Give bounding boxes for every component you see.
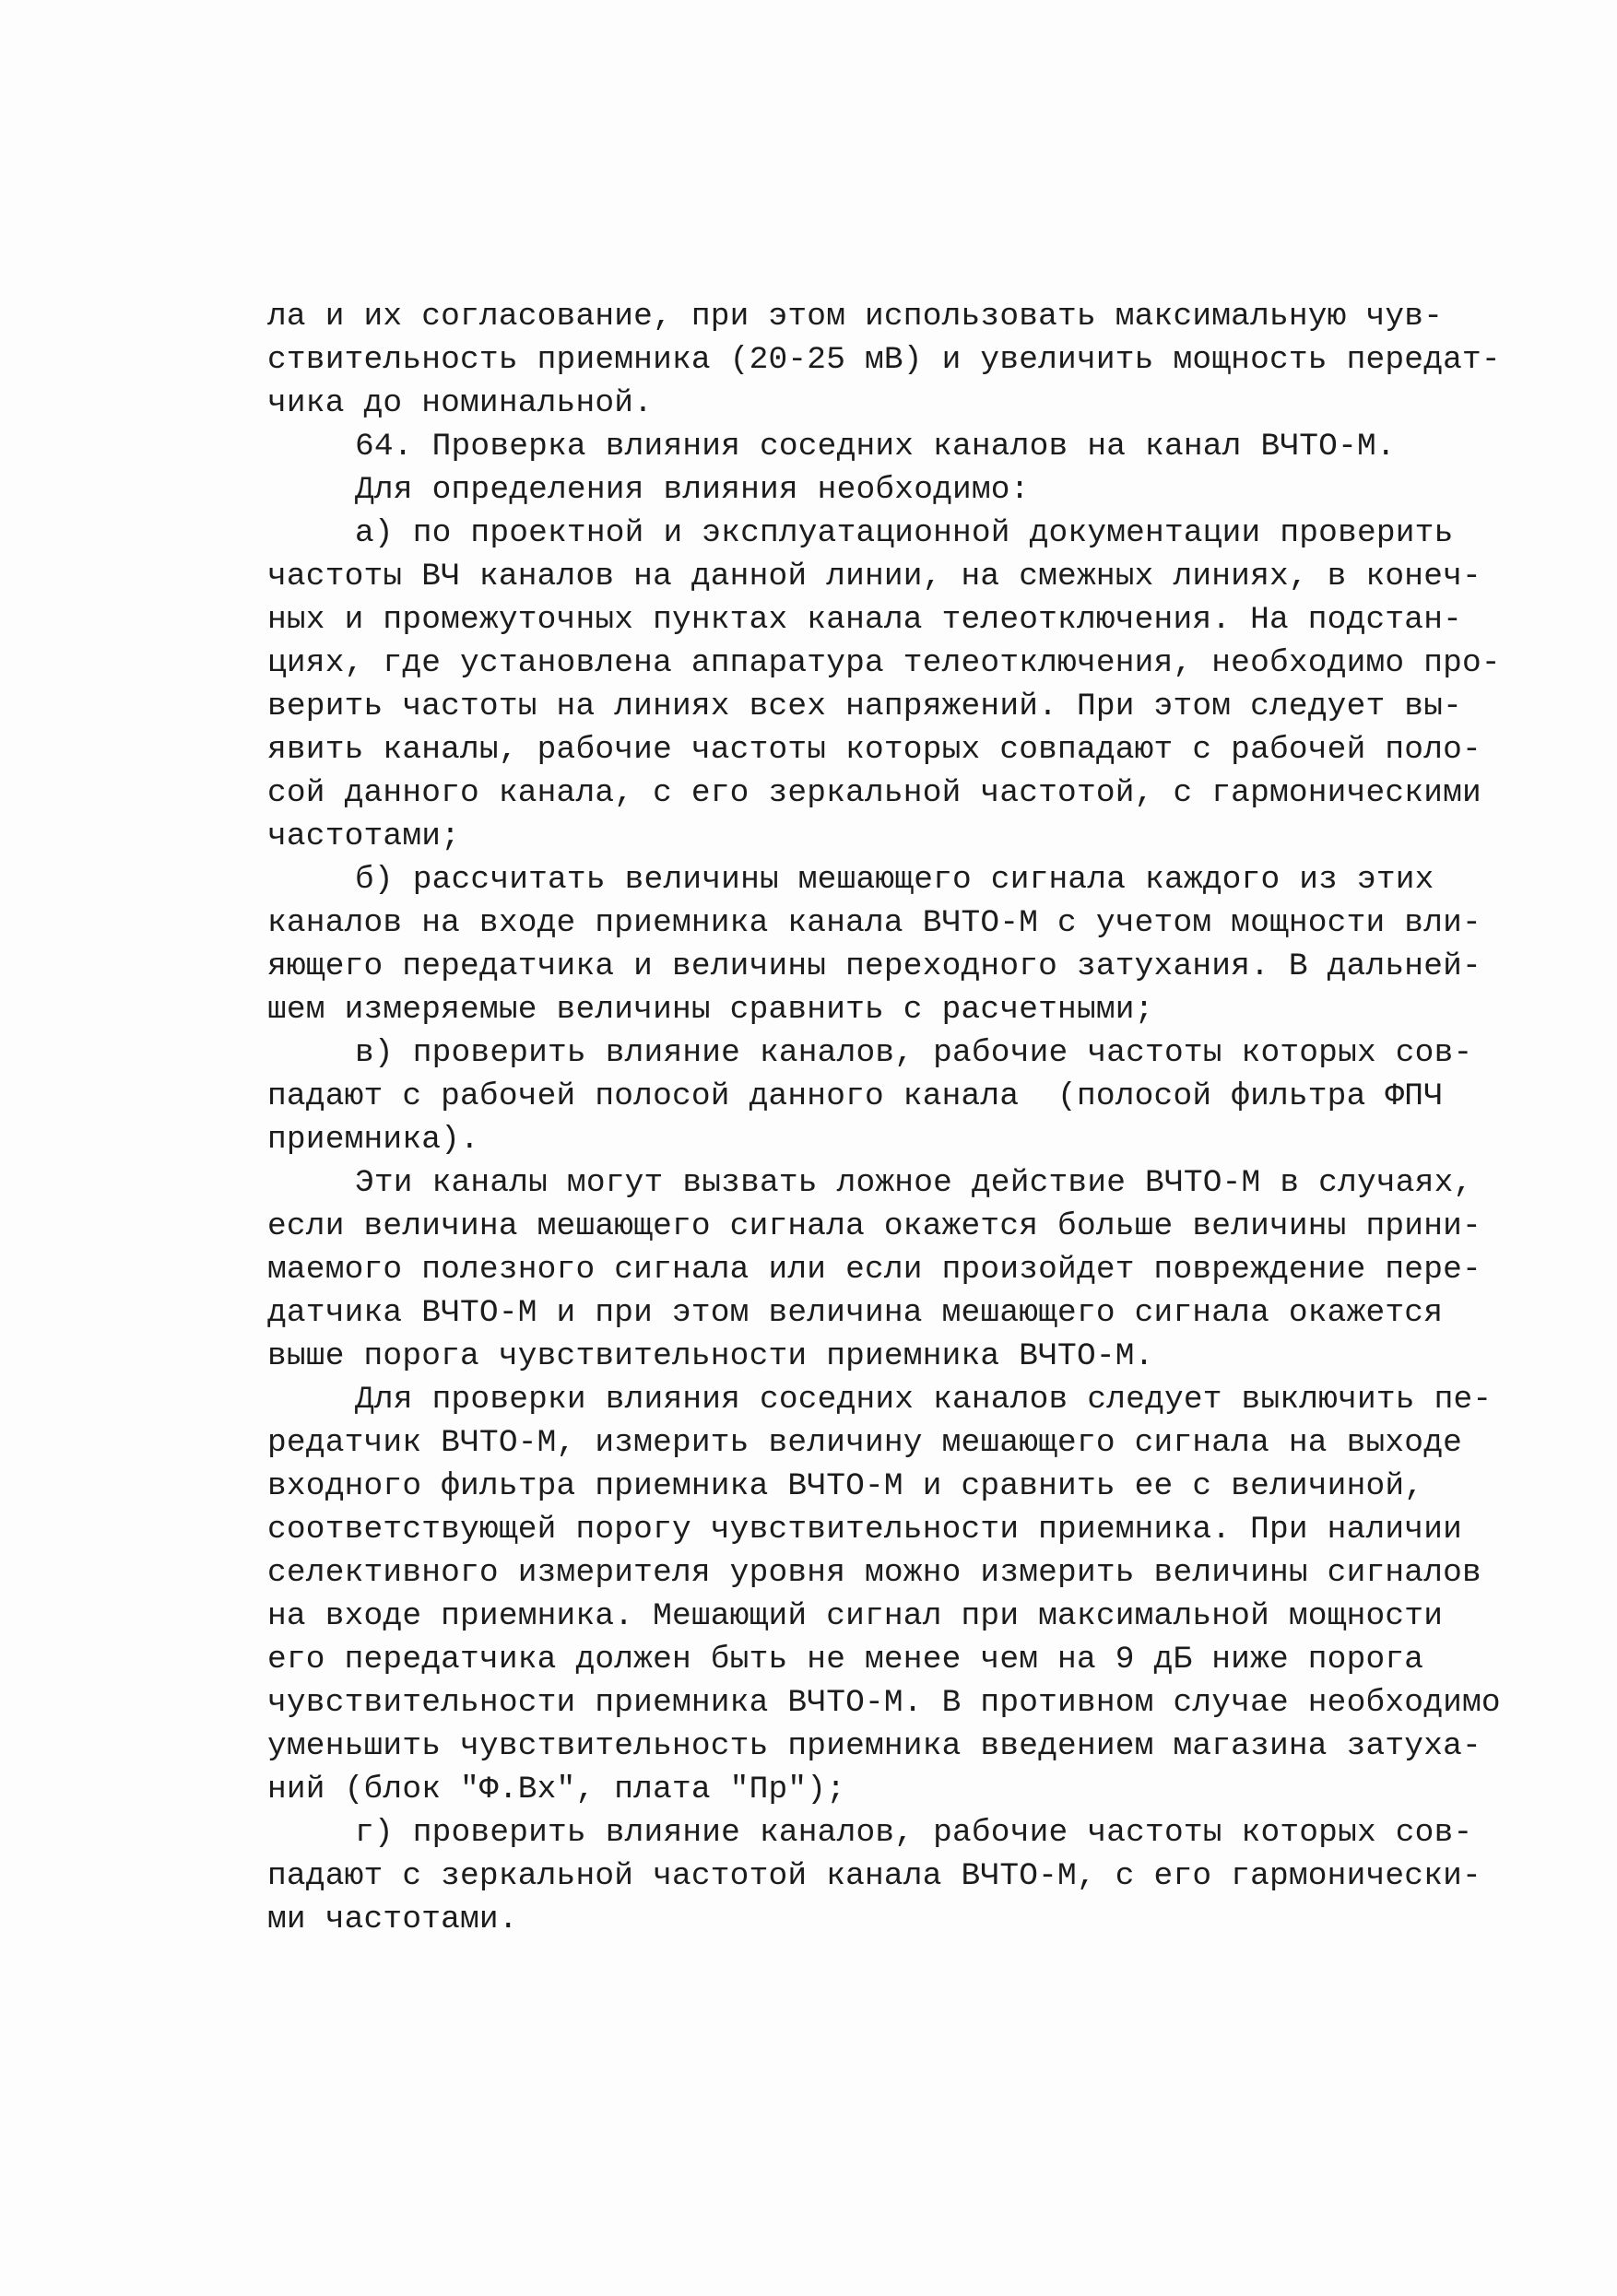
text-line: его передатчика должен быть не менее чем на 9 дБ ниже порога [267, 1642, 1424, 1678]
text-line: а) по проектной и эксплуатационной документации проверить [355, 515, 1454, 551]
text-line: ствительность приемника (20-25 мВ) и увеличить мощность передат- [267, 342, 1501, 378]
text-line: ми частотами. [267, 1902, 518, 1937]
text-line: соответствующей порогу чувствительности приемника. При наличии [267, 1512, 1463, 1548]
text-line: ний (блок "Ф.Вх", плата "Пр"); [267, 1772, 846, 1807]
text-line: Для определения влияния необходимо: [355, 472, 1030, 508]
text-line: уменьшить чувствительность приемника введением магазина затуха- [267, 1728, 1481, 1764]
text-line: датчика ВЧТО-М и при этом величина мешающего сигнала окажется [267, 1295, 1444, 1331]
text-line: яющего передатчика и величины переходного затухания. В дальней- [267, 948, 1481, 984]
text-line: явить каналы, рабочие частоты которых совпадают с рабочей поло- [267, 732, 1481, 768]
text-line: Эти каналы могут вызвать ложное действие ВЧТО-М в случаях, [355, 1165, 1473, 1201]
text-line: на входе приемника. Мешающий сигнал при максимальной мощности [267, 1598, 1444, 1634]
text-line: чувствительности приемника ВЧТО-М. В противном случае необходимо [267, 1685, 1501, 1721]
text-line: шем измеряемые величины сравнить с расчетными; [267, 992, 1154, 1028]
text-line: каналов на входе приемника канала ВЧТО-М с учетом мощности вли- [267, 905, 1481, 941]
text-line: верить частоты на линиях всех напряжений. При этом следует вы- [267, 689, 1463, 724]
text-line: Для проверки влияния соседних каналов следует выключить пе- [355, 1382, 1493, 1418]
text-line: если величина мешающего сигнала окажется больше величины прини- [267, 1208, 1481, 1244]
text-line: г) проверить влияние каналов, рабочие частоты которых сов- [355, 1815, 1473, 1851]
text-line: 64. Проверка влияния соседних каналов на канал ВЧТО-М. [355, 429, 1396, 465]
text-line: циях, где установлена аппаратура телеотключения, необходимо про- [267, 645, 1501, 681]
text-line: селективного измерителя уровня можно измерить величины сигналов [267, 1555, 1481, 1591]
text-line: входного фильтра приемника ВЧТО-М и сравнить ее с величиной, [267, 1468, 1424, 1504]
text-line: сой данного канала, с его зеркальной частотой, с гармоническими [267, 775, 1481, 811]
document-body [267, 295, 1501, 1941]
text-line: ла и их согласование, при этом использовать максимальную чув- [267, 299, 1444, 335]
text-line: чика до номинальной. [267, 385, 654, 421]
text-line: приемника). [267, 1122, 479, 1158]
text-line: б) рассчитать величины мешающего сигнала каждого из этих [355, 862, 1434, 898]
text-line: ных и промежуточных пунктах канала телеотключения. На подстан- [267, 602, 1463, 638]
text-line: редатчик ВЧТО-М, измерить величину мешающего сигнала на выходе [267, 1425, 1463, 1461]
text-line: частоты ВЧ каналов на данной линии, на смежных линиях, в конеч- [267, 559, 1481, 595]
text-line: падают с зеркальной частотой канала ВЧТО-М, с его гармонически- [267, 1858, 1481, 1894]
text-line: маемого полезного сигнала или если произойдет повреждение пере- [267, 1252, 1481, 1288]
text-line: частотами; [267, 818, 461, 854]
text-line: в) проверить влияние каналов, рабочие частоты которых сов- [355, 1035, 1473, 1071]
text-line: падают с рабочей полосой данного канала (полосой фильтра ФПЧ [267, 1078, 1444, 1114]
text-line: выше порога чувствительности приемника ВЧТО-М. [267, 1338, 1154, 1374]
